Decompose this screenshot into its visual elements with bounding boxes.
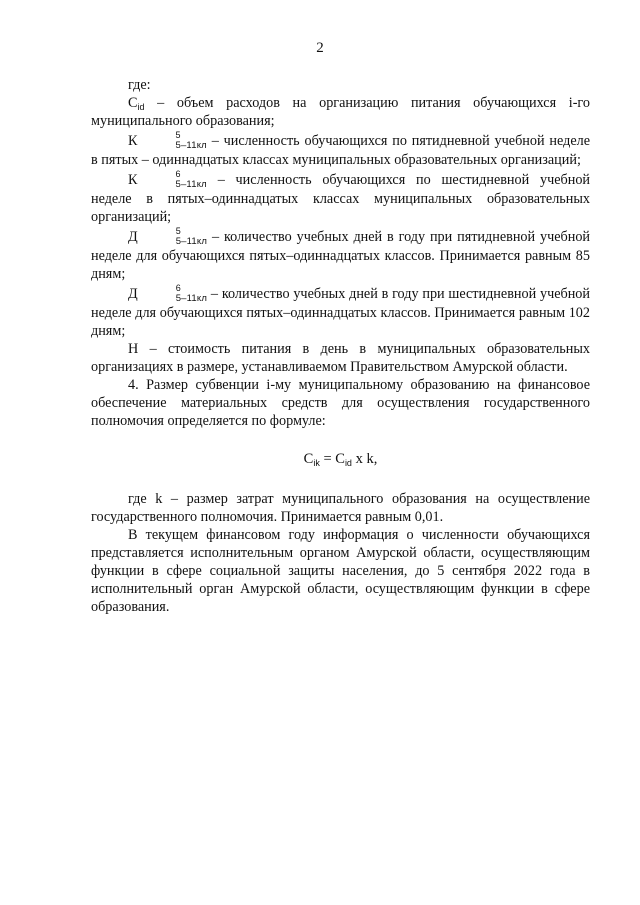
definition-d6 (91, 285, 590, 340)
formula-equals: = (319, 451, 336, 467)
definition-subscript: 5–11кл (175, 179, 207, 190)
formula-lhs-subscript: ik (313, 458, 320, 468)
definition-text: – численность обучающихся по пятидневной учебной неделе в пятых – одиннадцатых классах муниципальных образовательных организаций; (91, 133, 590, 168)
page-number: 2 (316, 40, 324, 56)
definition-text: – количество учебных дней в году при шестидневной учебной неделе для обучающихся пятых–одиннадцатых классов. Принимается равным 102 дням; (91, 286, 590, 339)
definition-superscript: 5 (175, 226, 181, 236)
definition-symbol: Д (128, 229, 138, 245)
definition-text: – объем расходов на организацию питания обучающихся i-го муниципального образования; (91, 95, 590, 129)
definition-d5 (91, 228, 590, 283)
formula-lhs-symbol: C (303, 451, 314, 467)
definition-text: – численность обучающихся по шестидневной учебной неделе в пятых–одиннадцатых классах муниципальных образовательных организаций; (91, 172, 591, 225)
definition-text: – количество учебных дней в году при пятидневной учебной неделе для обучающихся пятых–одиннадцатых классов. Принимается равным 85 дням; (91, 229, 591, 282)
formula (91, 450, 590, 468)
definition-subscript: 5–11кл (175, 293, 208, 304)
definition-index (138, 169, 207, 190)
definition-k6 (91, 171, 590, 226)
definition-subscript: 5–11кл (175, 236, 208, 247)
definition-text: – стоимость питания в день в муниципальных образовательных организациях в размере, устанавливаемом Правительством Амурской области. (91, 341, 590, 375)
definition-superscript: 6 (175, 169, 181, 179)
definition-index (139, 283, 208, 304)
definition-symbol: C (128, 95, 138, 111)
definition-superscript: 6 (175, 283, 181, 293)
definition-index (139, 226, 208, 247)
definition-k5 (91, 132, 590, 169)
definition-subscript: id (137, 102, 145, 112)
definition-symbol: Н (128, 341, 139, 357)
definition-symbol: К (128, 133, 138, 149)
formula-rhs-rest: x k, (351, 451, 378, 467)
paragraph-4: 4. Размер субвенции i-му муниципальному образованию на финансовое обеспечение материальных средств для осуществления государственного полномочия определяется по формуле: (91, 377, 590, 429)
final-paragraph: В текущем финансовом году информация о численности обучающихся представляется исполнительным органом Амурской области, осуществляющим функции в сфере социальной защиты населения, до 5 сентября 2022 года в исполнительный орган Амурской области, осуществляющим функции в сфере образования. (91, 527, 590, 615)
formula-rhs-subscript: id (344, 458, 352, 468)
definition-superscript: 5 (175, 130, 181, 140)
definition-c-id (91, 94, 590, 130)
definition-h (91, 340, 590, 376)
definition-symbol: К (128, 172, 138, 188)
intro-text: где: (128, 77, 151, 93)
formula-rhs-symbol: C (335, 451, 345, 467)
where-k-paragraph: где k – размер затрат муниципального образования на осуществление государственного полномочия. Принимается равным 0,01. (91, 491, 590, 525)
document-body (91, 76, 590, 616)
definition-symbol: Д (128, 286, 138, 302)
definition-index (138, 130, 207, 151)
definition-subscript: 5–11кл (175, 140, 207, 151)
